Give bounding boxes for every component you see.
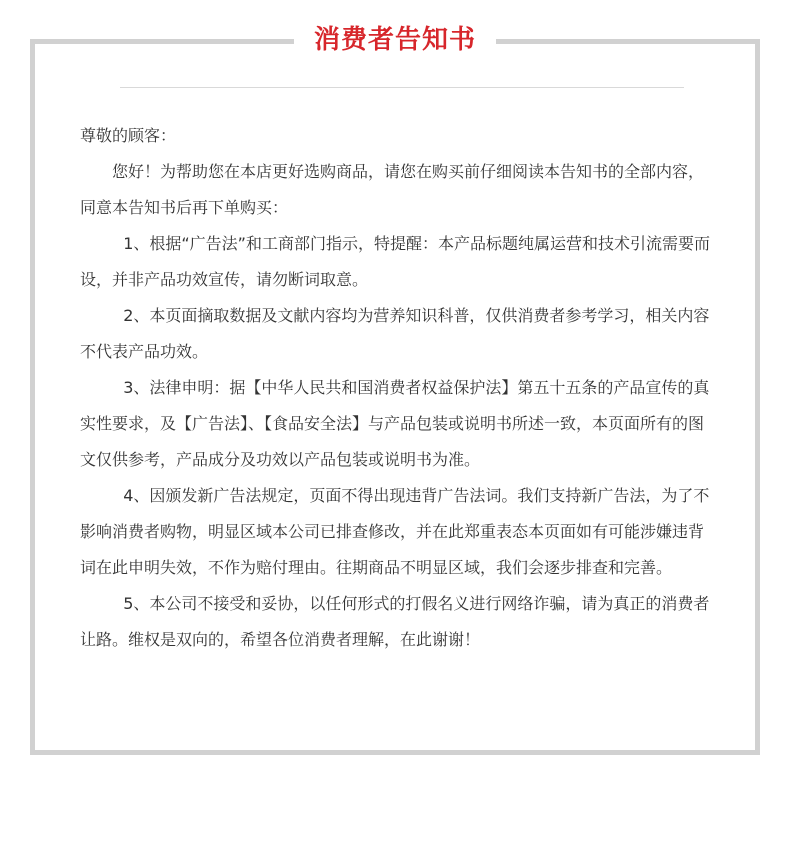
notice-item-5: 5、本公司不接受和妥协，以任何形式的打假名义进行网络诈骗，请为真正的消费者让路。维权是双向的，希望各位消费者理解，在此谢谢！ xyxy=(80,594,710,649)
notice-item-2: 2、本页面摘取数据及文献内容均为营养知识科普，仅供消费者参考学习，相关内容不代表产品功效。 xyxy=(80,306,710,361)
notice-item-4: 4、因颁发新广告法规定，页面不得出现违背广告法词。我们支持新广告法，为了不影响消费者购物，明显区域本公司已排查修改，并在此郑重表态本页面如有可能涉嫌违背词在此申明失效，不作为赔付理由。往期商品不明显区域，我们会逐步排查和完善。 xyxy=(80,486,710,577)
greeting: 尊敬的顾客： xyxy=(80,126,177,145)
intro-paragraph: 您好！为帮助您在本店更好选购商品，请您在购买前仔细阅读本告知书的全部内容，同意本告知书后再下单购买： xyxy=(80,162,705,217)
notice-title: 消费者告知书 xyxy=(294,22,496,58)
title-divider xyxy=(120,87,684,88)
notice-item-3: 3、法律申明：据【中华人民共和国消费者权益保护法】第五十五条的产品宣传的真实性要求，及【广告法】、【食品安全法】与产品包装或说明书所述一致，本页面所有的图文仅供参考，产品成分及功效以产品包装或说明书为准。 xyxy=(80,378,710,469)
notice-body xyxy=(80,118,712,658)
notice-item-1: 1、根据“广告法”和工商部门指示，特提醒：本产品标题纯属运营和技术引流需要而设，并非产品功效宣传，请勿断词取意。 xyxy=(80,234,710,289)
title-bar xyxy=(0,22,790,58)
